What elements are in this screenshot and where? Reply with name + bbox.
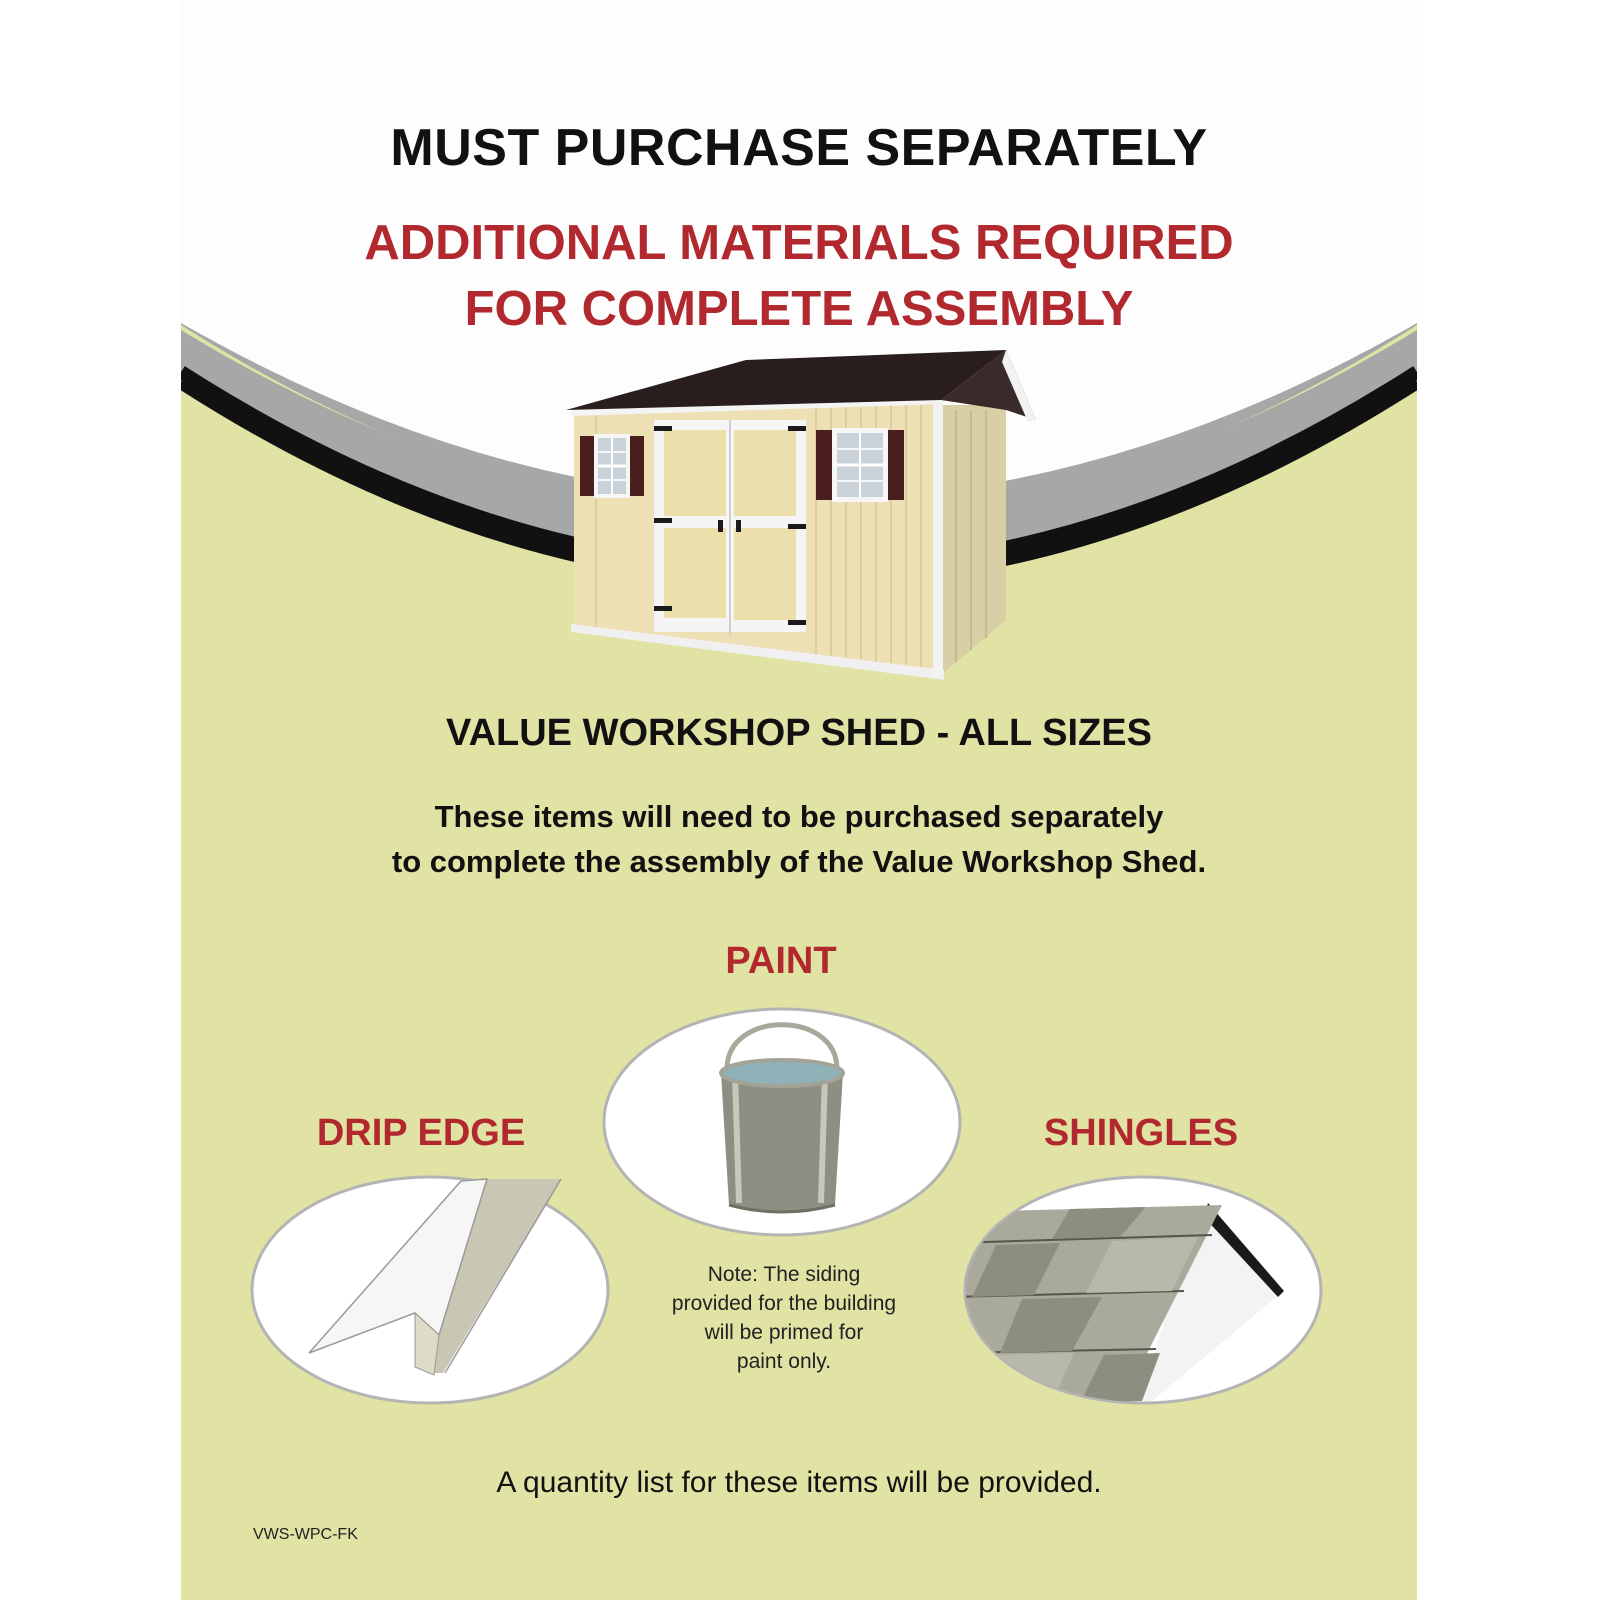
- footer-text: A quantity list for these items will be provided.: [496, 1466, 1102, 1499]
- paint-label: PAINT: [725, 940, 837, 982]
- intro-text: [181, 794, 1417, 884]
- main-heading: MUST PURCHASE SEPARATELY: [390, 119, 1208, 177]
- paint-note-line-3: will be primed for: [704, 1321, 864, 1344]
- drip-edge-icon: [249, 1173, 611, 1407]
- paint-note-line-4: paint only.: [736, 1350, 832, 1373]
- sub-heading-line-2: FOR COMPLETE ASSEMBLY: [464, 282, 1134, 336]
- product-name: VALUE WORKSHOP SHED - ALL SIZES: [446, 712, 1152, 754]
- intro-line-2: to complete the assembly of the Value Workshop Shed.: [391, 844, 1207, 879]
- intro-line-1: These items will need to be purchased separately: [434, 799, 1164, 834]
- shingles-icon: [962, 1173, 1324, 1407]
- product-code: VWS-WPC-FK: [253, 1526, 358, 1543]
- sub-heading-line-1: ADDITIONAL MATERIALS REQUIRED: [364, 216, 1234, 270]
- shed-illustration: [566, 350, 1206, 680]
- sub-heading: [181, 210, 1417, 342]
- paint-note-line-1: Note: The siding: [707, 1263, 861, 1286]
- paint-note: [649, 1260, 919, 1376]
- paint-note-line-2: provided for the building: [671, 1292, 897, 1315]
- drip-edge-label: DRIP EDGE: [316, 1112, 526, 1154]
- flyer: [181, 0, 1417, 1600]
- paint-bucket-icon: [601, 1005, 963, 1239]
- shingles-label: SHINGLES: [1043, 1112, 1239, 1154]
